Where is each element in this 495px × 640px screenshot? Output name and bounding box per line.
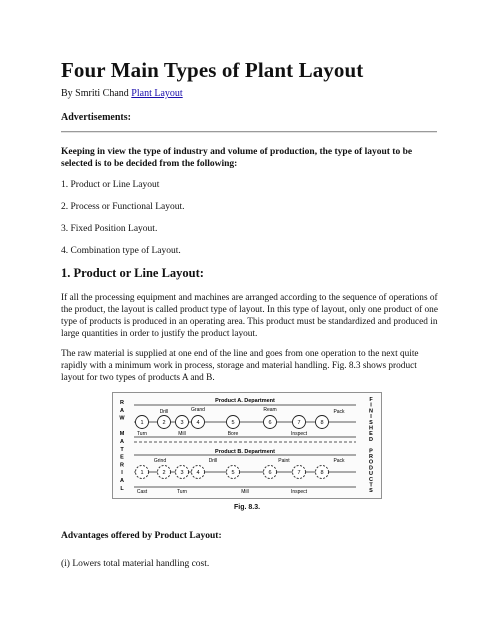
raw-material-letter: L	[120, 485, 124, 492]
dept-b-title: Product B. Department	[215, 449, 275, 455]
finished-products-letter: R	[369, 454, 373, 460]
dept-b-station-number-6: 6	[268, 470, 272, 476]
advertisements-label: Advertisements:	[61, 112, 131, 123]
dept-a-station-number-7: 7	[297, 420, 301, 426]
dept-a-stations	[136, 416, 329, 429]
list-item-process-layout: 2. Process or Functional Layout.	[61, 202, 185, 212]
dept-b-label-mill: Mill	[241, 489, 249, 495]
raw-material-letter: T	[120, 446, 124, 453]
dept-b-station-number-4: 4	[196, 470, 200, 476]
dept-b-stations	[136, 466, 329, 479]
paragraph-product-layout: If all the processing equipment and machines are arranged according to the sequence of operations of the product, the layout is called product type of layout. In this type of layout, only one product of one type of products is produced in an operating area. This product must be standardized and produced in large quantities in order to justify the product layout.	[61, 293, 438, 339]
dept-b-station-number-3: 3	[180, 470, 184, 476]
dept-a-label-mill: Mill	[178, 431, 186, 437]
finished-products-letter: T	[369, 482, 373, 489]
dept-a-title: Product A. Department	[215, 398, 275, 404]
raw-material-letter: R	[120, 462, 124, 469]
dept-b-label-turn: Turn	[176, 489, 188, 495]
finished-products-letter: D	[369, 436, 373, 443]
finished-products-letter: D	[369, 465, 373, 472]
dept-b-label-cast: Cast	[136, 489, 148, 495]
list-item-product-layout: 1. Product or Line Layout	[61, 180, 160, 190]
dept-a-station-number-2: 2	[162, 420, 166, 426]
paragraph-raw-material: The raw material is supplied at one end of the line and goes from one operation to the next quite rapidly with a minimum work in process, storage and material handling. Fig. 8.3 shows product layout for two types of products A and B.	[61, 349, 419, 383]
dept-b-label-grind: Grind	[153, 458, 167, 464]
dept-b-label-inspect: Inspect	[290, 489, 308, 495]
figure-caption: Fig. 8.3.	[233, 504, 261, 511]
intro-paragraph: Keeping in view the type of industry and volume of production, the type of layout to be selected is to be decided from the following:	[61, 147, 413, 169]
finished-products-letter: C	[369, 476, 373, 483]
category-link[interactable]: Plant Layout	[131, 88, 183, 99]
dept-a-station-number-8: 8	[320, 420, 324, 426]
finished-products-letter: N	[369, 408, 373, 415]
section-heading: 1. Product or Line Layout:	[61, 266, 204, 280]
finished-products-letter: I	[370, 414, 372, 421]
finished-products-letter: E	[369, 431, 373, 438]
raw-material-letter: A	[120, 407, 124, 414]
raw-material-letter: I	[121, 470, 123, 477]
list-item-fixed-layout: 3. Fixed Position Layout.	[61, 224, 158, 234]
dept-b-station-number-1: 1	[140, 470, 144, 476]
dept-a-label-ream: Ream	[263, 407, 277, 413]
finished-products-letter: I	[370, 402, 372, 409]
dept-a-station-number-5: 5	[231, 420, 235, 426]
finished-products-letter: F	[369, 397, 373, 403]
dept-a-station-number-4: 4	[196, 420, 200, 426]
raw-material-letter: W	[119, 415, 125, 422]
dept-a-label-drill: Drill	[159, 409, 169, 415]
finished-products-letter: S	[369, 419, 373, 426]
raw-material-letter: A	[120, 439, 124, 445]
finished-products-letter: P	[369, 448, 373, 455]
dept-b-label-paint: Paint	[278, 458, 290, 464]
finished-products-letter: O	[368, 459, 374, 466]
dept-b-label-drill: Drill	[208, 458, 218, 464]
product-layout-diagram	[112, 392, 382, 499]
dept-a-label-grand: Grand	[191, 407, 205, 413]
dept-a-label-pack: Pack	[333, 409, 345, 415]
dept-a-station-number-3: 3	[180, 420, 184, 426]
raw-material-letter: A	[120, 478, 124, 484]
dept-a-label-inspect: Inspect	[290, 431, 308, 437]
byline	[61, 88, 183, 99]
dept-b-station-number-7: 7	[297, 470, 301, 476]
advantage-item-1: (i) Lowers total material handling cost.	[61, 559, 210, 569]
raw-material-letter: M	[119, 431, 125, 438]
finished-products-letter: S	[369, 488, 373, 495]
dept-a-label-bore: Bore	[227, 431, 239, 437]
dept-b-label-pack: Pack	[333, 458, 345, 464]
dept-b-station-number-2: 2	[162, 470, 166, 476]
figure-8-3	[112, 392, 382, 520]
dept-a-station-number-6: 6	[268, 420, 272, 426]
finished-products-letter: H	[369, 425, 373, 432]
advantages-heading: Advantages offered by Product Layout:	[61, 531, 222, 541]
dept-a-label-turn: Turn	[136, 431, 148, 437]
divider	[61, 131, 437, 133]
finished-products-letter: U	[369, 471, 373, 478]
byline-author: By Smriti Chand	[61, 88, 129, 99]
dept-b-station-number-5: 5	[231, 470, 235, 476]
raw-material-letter: E	[120, 454, 124, 461]
dept-b-station-number-8: 8	[320, 470, 324, 476]
article-title: Four Main Types of Plant Layout	[61, 58, 364, 82]
list-item-combination-layout: 4. Combination type of Layout.	[61, 246, 181, 256]
dept-a-station-number-1: 1	[140, 420, 144, 426]
raw-material-letter: R	[120, 400, 124, 406]
